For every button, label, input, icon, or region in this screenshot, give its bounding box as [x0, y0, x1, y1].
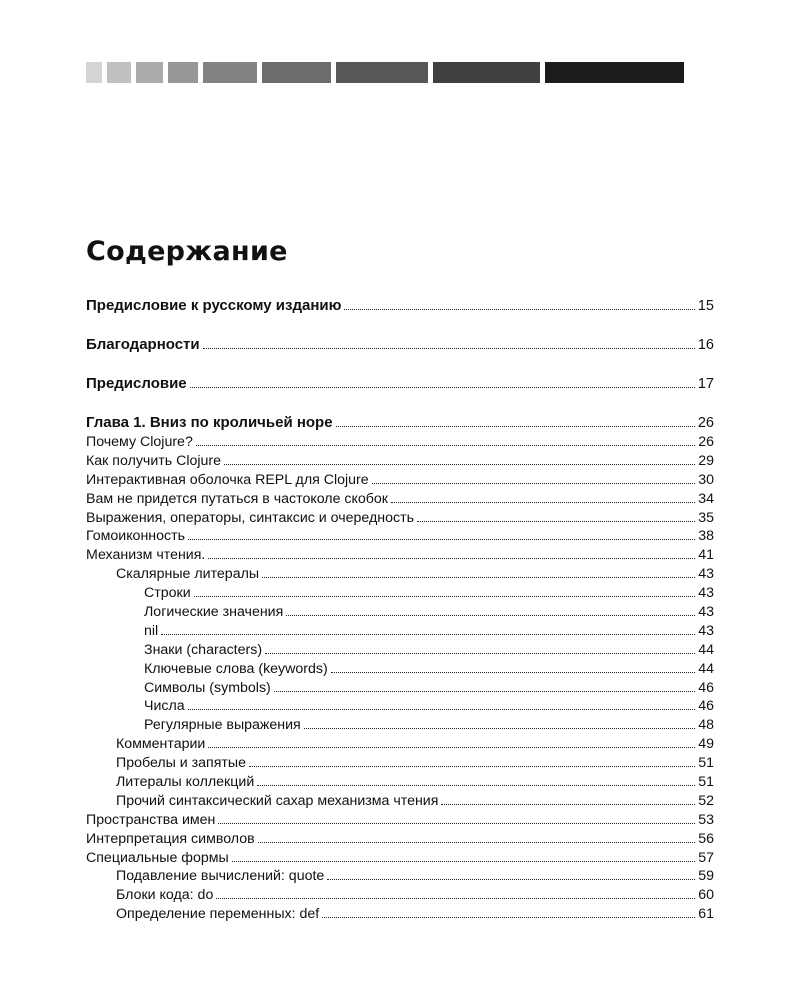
toc-entry-page: 46 [698, 698, 714, 715]
toc-entry-page: 17 [697, 376, 714, 392]
header-bar-segment [107, 62, 131, 83]
toc-entry-title: Знаки (characters) [144, 641, 263, 658]
toc-dot-leader [196, 434, 695, 446]
toc-entry[interactable] [86, 546, 714, 565]
header-bar-segment [262, 62, 331, 83]
toc-dot-leader [208, 736, 695, 748]
toc-entry-page: 41 [698, 547, 714, 564]
toc-dot-leader [232, 850, 696, 862]
toc-entry[interactable] [86, 471, 714, 490]
toc-entry-title: Почему Clojure? [86, 434, 193, 450]
toc-entry[interactable] [86, 452, 714, 471]
toc-entry-page: 56 [698, 830, 714, 847]
toc-entry[interactable] [86, 622, 714, 641]
toc-entry-title: Интерактивная оболочка REPL для Clojure [86, 471, 369, 488]
toc-entry-title: Ключевые слова (keywords) [144, 660, 328, 677]
toc-entry-title: Выражения, операторы, синтаксис и очередность [86, 509, 414, 526]
toc-dot-leader [327, 868, 695, 880]
toc-entry[interactable] [86, 335, 714, 355]
toc-dot-leader [286, 604, 695, 616]
toc-dot-leader [336, 415, 695, 427]
toc-entry-page: 30 [698, 471, 714, 488]
header-bar-strip [86, 62, 684, 83]
toc-entry[interactable] [86, 811, 714, 830]
header-bar-segment [168, 62, 198, 83]
toc-entry-page: 43 [698, 566, 714, 583]
toc-entry-title: Регулярные выражения [144, 717, 301, 734]
toc-entry-page: 26 [697, 415, 714, 431]
toc-entry[interactable] [86, 716, 714, 735]
toc-entry[interactable] [86, 527, 714, 546]
toc-dot-leader [203, 337, 695, 349]
toc-entry-page: 61 [698, 906, 714, 923]
toc-entry-title: Комментарии [116, 736, 206, 753]
toc-dot-leader [218, 812, 695, 824]
toc-entry-page: 46 [698, 679, 714, 696]
toc-dot-leader [322, 906, 695, 918]
header-bar-segment [136, 62, 163, 83]
toc-entry-title: Прочий синтаксический сахар механизма чтения [116, 792, 439, 809]
header-bar-segment [86, 62, 102, 83]
toc-dot-leader [417, 510, 695, 522]
toc-dot-leader [274, 680, 695, 692]
toc-entry-title: Гомоиконность [86, 528, 185, 545]
toc-dot-leader [188, 698, 696, 710]
toc-entry-page: 16 [697, 337, 714, 353]
toc-dot-leader [262, 566, 695, 578]
toc-entry[interactable] [86, 792, 714, 811]
toc-entry-page: 51 [698, 755, 714, 772]
toc-entry[interactable] [86, 603, 714, 622]
toc-entry-title: Благодарности [86, 336, 200, 353]
toc-entry-title: Механизм чтения. [86, 547, 206, 564]
header-bar-segment [545, 62, 684, 83]
header-bar-segment [336, 62, 428, 83]
toc-entry[interactable] [86, 867, 714, 886]
toc-entry[interactable] [86, 641, 714, 660]
toc-entry-page: 53 [698, 811, 714, 828]
toc-entry-page: 60 [698, 887, 714, 904]
toc-dot-leader [216, 887, 695, 899]
header-bar-segment [433, 62, 540, 83]
toc-entry-page: 57 [698, 849, 714, 866]
toc-dot-leader [331, 661, 695, 673]
toc-entry-page: 38 [698, 528, 714, 545]
toc-dot-leader [194, 585, 696, 597]
toc-dot-leader [257, 774, 695, 786]
toc-entry-title: Пробелы и запятые [116, 755, 246, 772]
toc-entry-page: 29 [698, 452, 714, 469]
toc-entry-page: 48 [698, 717, 714, 734]
toc-entry[interactable] [86, 735, 714, 754]
toc-dot-leader [391, 491, 695, 503]
toc-entry-title: Определение переменных: def [116, 906, 320, 923]
toc-dot-leader [304, 717, 695, 729]
toc-entry[interactable] [86, 660, 714, 679]
toc-entry-page: 43 [698, 585, 714, 602]
toc-dot-leader [249, 755, 695, 767]
toc-dot-leader [188, 528, 695, 540]
toc-entry-page: 44 [698, 660, 714, 677]
toc-entry[interactable] [86, 565, 714, 584]
toc-entry-title: Символы (symbols) [144, 679, 271, 696]
toc-dot-leader [441, 793, 695, 805]
toc-dot-leader [258, 831, 696, 843]
toc-dot-leader [161, 623, 695, 635]
header-bar-segment [203, 62, 257, 83]
toc-entry-title: Как получить Clojure [86, 452, 222, 469]
toc-entry[interactable] [86, 413, 714, 433]
toc-entry-page: 49 [698, 736, 714, 753]
toc-dot-leader [344, 298, 694, 310]
toc-entry-title: Интерпретация символов [86, 830, 255, 847]
toc-entry-page: 35 [698, 509, 714, 526]
toc-entry[interactable] [86, 490, 714, 509]
toc-entry-page: 26 [698, 434, 714, 450]
toc-entry-page: 52 [698, 792, 714, 809]
toc-dot-leader [190, 376, 695, 388]
toc-entry-page: 15 [697, 298, 714, 314]
toc-entry-title: Блоки кода: do [116, 887, 214, 904]
toc-entry[interactable] [86, 830, 714, 849]
toc-entry-page: 34 [698, 490, 714, 507]
toc-dot-leader [265, 642, 695, 654]
toc-entry-title: Вам не придется путаться в частоколе скобок [86, 490, 388, 507]
toc-entry[interactable] [86, 849, 714, 868]
toc-entry-page: 43 [698, 604, 714, 621]
toc-entry-page: 59 [698, 868, 714, 885]
toc-entry-page: 51 [698, 774, 714, 791]
toc-dot-leader [372, 472, 696, 484]
toc-entry-title: Предисловие [86, 375, 187, 392]
toc-entry-title: Логические значения [144, 604, 284, 621]
table-of-contents [86, 296, 714, 924]
toc-dot-leader [224, 453, 695, 465]
toc-entry-title: Предисловие к русскому изданию [86, 297, 342, 314]
toc-entry[interactable] [86, 296, 714, 316]
toc-dot-leader [208, 547, 695, 559]
toc-entry-page: 43 [698, 622, 714, 639]
page-title: Содержание [86, 236, 288, 267]
toc-entry-title: Глава 1. Вниз по кроличьей норе [86, 414, 333, 431]
toc-entry-title: Скалярные литералы [116, 566, 260, 583]
toc-entry[interactable] [86, 773, 714, 792]
toc-entry[interactable] [86, 584, 714, 603]
toc-entry[interactable] [86, 433, 714, 452]
toc-entry-title: Литералы коллекций [116, 774, 255, 791]
toc-entry-title: Числа [144, 698, 185, 715]
toc-entry-title: nil [144, 622, 159, 639]
toc-entry-title: Подавление вычислений: quote [116, 868, 325, 885]
toc-entry[interactable] [86, 905, 714, 924]
toc-entry-page: 44 [698, 641, 714, 658]
toc-entry[interactable] [86, 374, 714, 394]
toc-entry[interactable] [86, 886, 714, 905]
toc-entry-title: Специальные формы [86, 849, 229, 866]
toc-entry[interactable] [86, 679, 714, 698]
toc-entry[interactable] [86, 697, 714, 716]
toc-entry[interactable] [86, 509, 714, 528]
toc-entry-title: Пространства имен [86, 811, 216, 828]
toc-entry-title: Строки [144, 585, 191, 602]
toc-entry[interactable] [86, 754, 714, 773]
